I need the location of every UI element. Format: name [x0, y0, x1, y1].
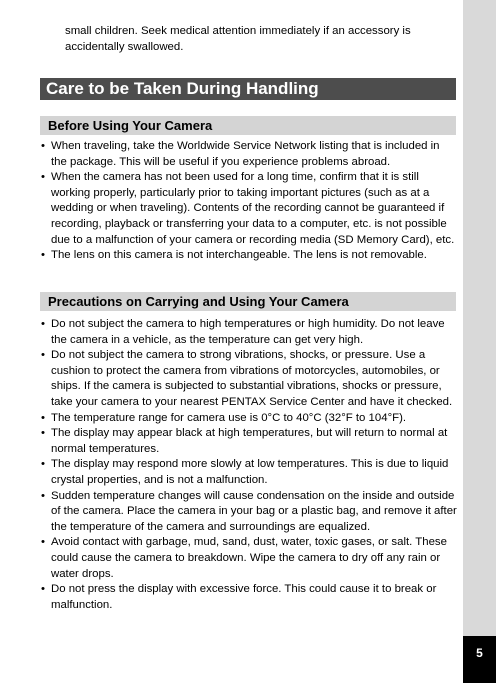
list-item: • When traveling, take the Worldwide Service Network listing that is included in the package. This will be useful if you experience problems abroad.: [38, 139, 458, 170]
subheading-precautions: Precautions on Carrying and Using Your Camera: [40, 292, 456, 311]
before-using-list: [38, 139, 458, 264]
list-item: • Sudden temperature changes will cause condensation on the inside and outside of the camera. Place the camera in your bag or a plastic bag, and remove it after the temperature of the camera and surroundings are equalized.: [38, 489, 458, 536]
list-item: • The lens on this camera is not interchangeable. The lens is not removable.: [38, 248, 458, 264]
list-item: • Do not subject the camera to high temperatures or high humidity. Do not leave the camera in a vehicle, as the temperature can get very high.: [38, 317, 458, 348]
subheading-before-using: Before Using Your Camera: [40, 116, 456, 135]
list-item: • Avoid contact with garbage, mud, sand, dust, water, toxic gases, or salt. These could cause the camera to breakdown. Wipe the camera to dry off any rain or water drops.: [38, 535, 458, 582]
section-title: Care to be Taken During Handling: [40, 78, 456, 100]
list-item: • The display may respond more slowly at low temperatures. This is due to liquid crystal properties, and is not a malfunction.: [38, 457, 458, 488]
list-item: • Do not subject the camera to strong vibrations, shocks, or pressure. Use a cushion to protect the camera from vibrations of motorcycles, automobiles, or ships. If the camera is subjected to substantial vibrations, shocks or pressure, take your camera to your nearest PENTAX Service Center and have it checked.: [38, 348, 458, 410]
side-margin-bar: [463, 0, 496, 683]
page-number: 5: [476, 646, 483, 660]
intro-text: small children. Seek medical attention immediately if an accessory is accidentally swallowed.: [65, 25, 411, 53]
list-item: • The temperature range for camera use is 0°C to 40°C (32°F to 104°F).: [38, 411, 458, 427]
list-item: • The display may appear black at high temperatures, but will return to normal at normal temperatures.: [38, 426, 458, 457]
list-item: • Do not press the display with excessive force. This could cause it to break or malfunction.: [38, 582, 458, 613]
list-item: • When the camera has not been used for a long time, confirm that it is still working properly, particularly prior to taking important pictures (such as at a wedding or when traveling). Contents of the recording cannot be guaranteed if recording, playback or transferring your data to a computer, etc. is not possible due to a malfunction of your camera or recording media (SD Memory Card), etc.: [38, 170, 458, 248]
page-number-tab: [463, 636, 496, 683]
precautions-list: [38, 317, 458, 613]
